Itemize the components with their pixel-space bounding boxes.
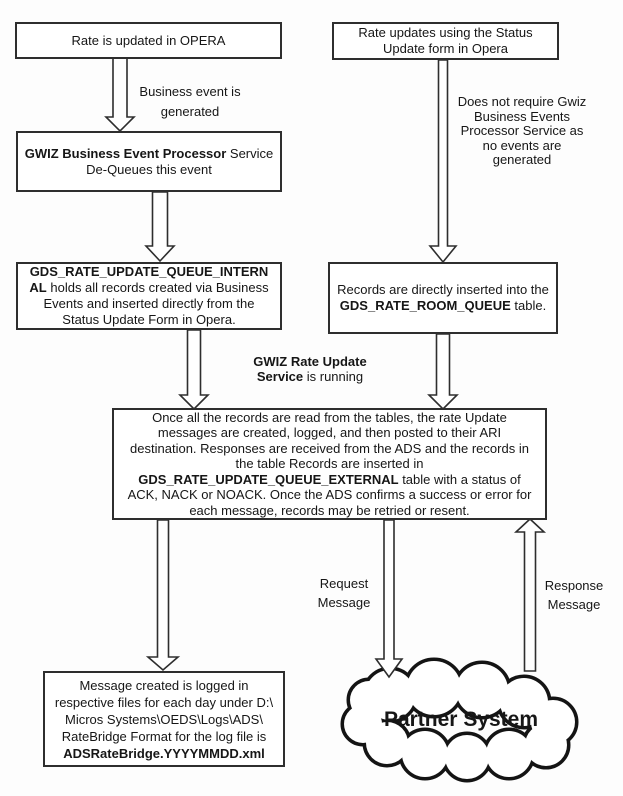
node-rate-updated-opera: Rate is updated in OPERA bbox=[15, 22, 282, 59]
label-response-message: Response Message bbox=[544, 578, 604, 612]
node-gwiz-business-event-processor: GWIZ Business Event Processor Service De-Queues this event bbox=[16, 131, 282, 192]
node-gds-rate-room-queue: Records are directly inserted into the GDS_RATE_ROOM_QUEUE table. bbox=[328, 262, 558, 334]
node-log-file: Message created is logged in respective files for each day under D:\ Micros Systems\OEDS\Logs\ADS\ RateBridge Format for the log file is ADSRateBridge.YYYYMMDD.xml bbox=[43, 671, 285, 767]
arrow-room-queue-to-main bbox=[429, 334, 457, 409]
node-gds-rate-update-queue-internal: GDS_RATE_UPDATE_QUEUE_INTERN AL holds all records created via Business Events and inserted directly from the Status Update Form in Opera. bbox=[16, 262, 282, 330]
arrow-main-to-log bbox=[148, 520, 178, 670]
label-business-event-generated: Business event is generated bbox=[139, 84, 241, 119]
label-no-events-generated: Does not require Gwiz Business Events Processor Service as no events are generated bbox=[457, 94, 587, 167]
arrow-queue-internal-to-main bbox=[180, 330, 208, 409]
node-main-process: Once all the records are read from the tables, the rate Update messages are created, logged, and then posted to their ARI destination. Responses are received from the ADS and the records in the table Records are inserted in GDS_RATE_UPDATE_QUEUE_EXTERNAL table with a status of ACK, NACK or NOACK. Once the ADS confirms a success or error for each message, records may be retried or resent. bbox=[112, 408, 547, 520]
arrow-processor-to-queue-internal bbox=[146, 192, 174, 261]
label-gwiz-rate-update-service: GWIZ Rate Update Service is running bbox=[253, 354, 367, 384]
partner-system-title: Partner System bbox=[383, 708, 539, 731]
label-request-message: Request Message bbox=[317, 576, 371, 610]
node-status-update-form: Rate updates using the Status Update form in Opera bbox=[332, 22, 559, 60]
